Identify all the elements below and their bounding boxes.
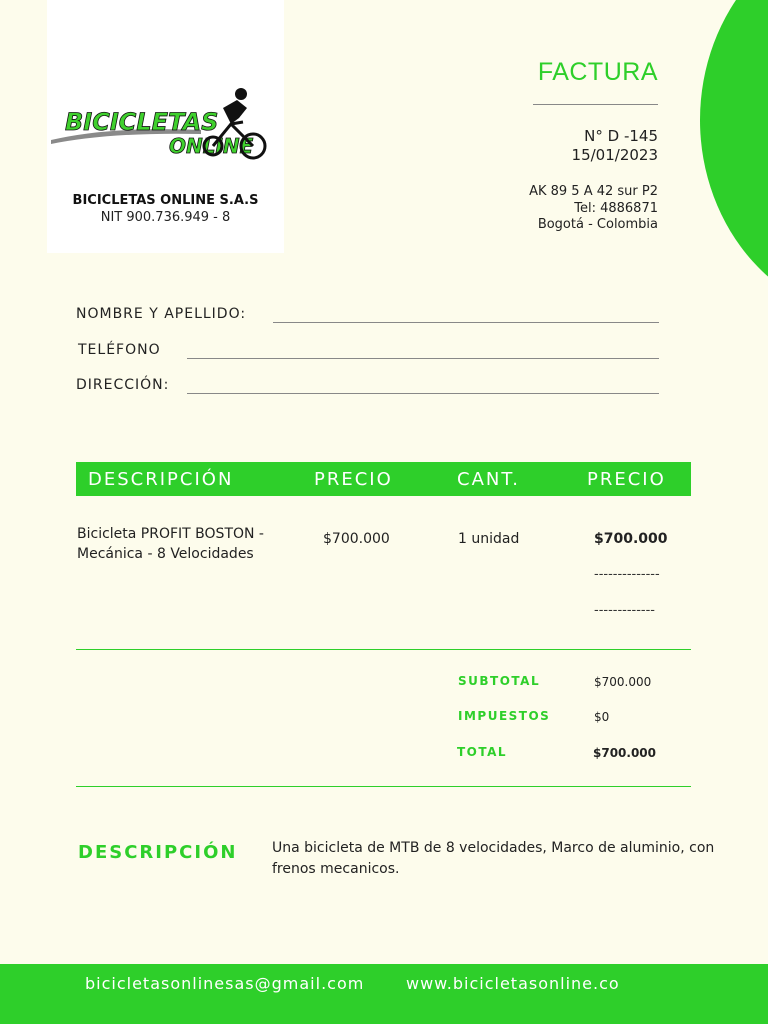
customer-address-field[interactable] [187, 393, 659, 394]
bicycle-logo-icon [51, 60, 271, 170]
footer-bar [0, 964, 768, 1024]
header-total-price: PRECIO [587, 469, 666, 490]
customer-phone-label: TELÉFONO [78, 342, 161, 358]
company-phone: Tel: 4886871 [574, 201, 658, 216]
subtotal-label: SUBTOTAL [458, 674, 541, 688]
customer-name-field[interactable] [273, 322, 659, 323]
description-text: Una bicicleta de MTB de 8 velocidades, Marco de aluminio, con frenos mecanicos. [272, 840, 715, 877]
customer-address-label: DIRECCIÓN: [76, 377, 170, 393]
empty-row-dashes-1: -------------- [594, 567, 660, 582]
total-value: $700.000 [593, 746, 657, 760]
invoice-date: 15/01/2023 [571, 146, 658, 164]
logo-text-bicicletas: BICICLETAS [65, 108, 219, 136]
items-table-header [76, 462, 691, 496]
table-divider-top [76, 649, 691, 650]
logo-text-online: ONLINE [169, 134, 254, 158]
company-logo-box [47, 0, 284, 253]
company-nit: NIT 900.736.949 - 8 [100, 210, 231, 225]
customer-name-label: NOMBRE Y APELLIDO: [76, 306, 247, 322]
item-total: $700.000 [594, 531, 668, 547]
decorative-green-circle [700, 0, 768, 320]
item-description-line1: Bicicleta PROFIT BOSTON - [77, 526, 264, 542]
company-city: Bogotá - Colombia [537, 217, 658, 232]
item-description-line2: Mecánica - 8 Velocidades [77, 546, 254, 562]
footer-email[interactable]: bicicletasonlinesas@gmail.com [85, 974, 365, 993]
description-title: DESCRIPCIÓN [78, 842, 238, 863]
item-price: $700.000 [323, 531, 390, 547]
company-name: BICICLETAS ONLINE S.A.S [72, 193, 259, 208]
invoice-title: FACTURA [537, 58, 658, 86]
invoice-title-divider [533, 104, 658, 105]
taxes-value: $0 [594, 710, 610, 724]
header-quantity: CANT. [457, 469, 520, 490]
header-description: DESCRIPCIÓN [88, 469, 234, 490]
taxes-label: IMPUESTOS [458, 709, 551, 723]
empty-row-dashes-2: ------------- [594, 603, 655, 618]
table-divider-bottom [76, 786, 691, 787]
subtotal-value: $700.000 [594, 675, 652, 689]
footer-website[interactable]: www.bicicletasonline.co [406, 974, 620, 993]
total-label: TOTAL [457, 745, 508, 759]
customer-phone-field[interactable] [187, 358, 659, 359]
company-address: AK 89 5 A 42 sur P2 [529, 184, 658, 199]
item-quantity: 1 unidad [458, 531, 520, 547]
header-price: PRECIO [314, 469, 393, 490]
invoice-number: N° D -145 [584, 127, 658, 145]
